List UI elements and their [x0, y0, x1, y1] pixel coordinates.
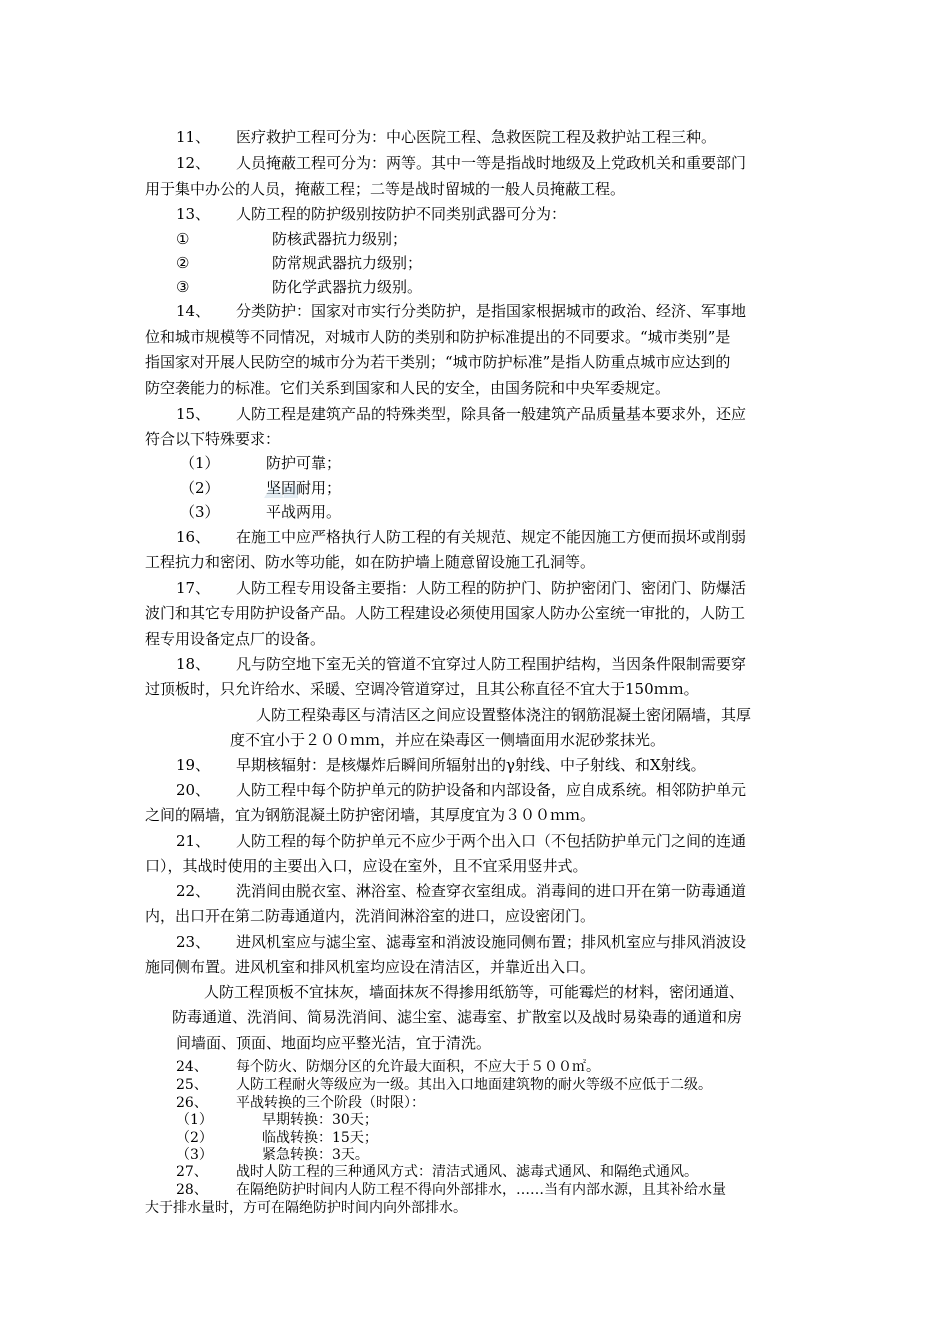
- sub-item-text: 坚固耐用；: [266, 479, 342, 497]
- item-number: 13、: [176, 205, 211, 223]
- item-19: [176, 755, 706, 775]
- item-number: 14、: [176, 302, 211, 320]
- item-23-continuation: 施同侧布置。进风机室和排风机室均应设在清洁区，并靠近出入口。: [145, 958, 596, 976]
- item-20: [176, 780, 746, 800]
- item-12: [176, 153, 746, 173]
- sub-item-2: [176, 253, 422, 273]
- sub-item-marker: （1）: [176, 1112, 213, 1128]
- item-17: [176, 578, 746, 598]
- item-text: 战时人防工程的三种通风方式：清洁式通风、滤毒式通风、和隔绝式通风。: [236, 1164, 698, 1180]
- item-number: 22、: [176, 882, 211, 900]
- sub-item-marker: （3）: [176, 1147, 213, 1163]
- item-text: 人员掩蔽工程可分为：两等。其中一等是指战时地级及上党政机关和重要部门: [236, 154, 747, 172]
- item-text: 早期核辐射：是核爆炸后瞬间所辐射出的γ射线、中子射线、和X射线。: [236, 756, 706, 774]
- item-23: [176, 932, 746, 952]
- item-text: 医疗救护工程可分为：中心医院工程、急救医院工程及救护站工程三种。: [236, 128, 717, 146]
- item-14-continuation-3: 防空袭能力的标准。它们关系到国家和人民的安全，由国务院和中央军委规定。: [145, 379, 671, 397]
- sub-item-1: [176, 1111, 378, 1129]
- item-number: 20、: [176, 781, 211, 799]
- item-number: 27、: [176, 1164, 208, 1180]
- sub-item-text: 防常规武器抗力级别；: [272, 254, 423, 272]
- item-text: 人防工程耐火等级应为一级。其出入口地面建筑物的耐火等级不应低于二级。: [236, 1077, 712, 1093]
- item-18: [176, 654, 746, 674]
- sub-item-text: 早期转换：30天；: [262, 1112, 378, 1128]
- item-text: 洗消间由脱衣室、淋浴室、检查穿衣室组成。消毒间的进口开在第一防毒通道: [236, 882, 747, 900]
- sub-item-text: 防化学武器抗力级别。: [272, 278, 423, 296]
- sub-item-text: 紧急转换：3天。: [262, 1147, 369, 1163]
- item-17-continuation-1: 波门和其它专用防护设备产品。人防工程建设必须使用国家人防办公室统一审批的，人防工: [145, 604, 746, 622]
- item-number: 18、: [176, 655, 211, 673]
- item-text: 在施工中应严格执行人防工程的有关规范、规定不能因施工方便而损坏或削弱: [236, 528, 747, 546]
- item-number: 19、: [176, 756, 211, 774]
- sub-item-marker: （2）: [176, 1130, 213, 1146]
- item-text: 人防工程专用设备主要指：人防工程的防护门、防护密闭门、密闭门、防爆活: [236, 579, 747, 597]
- paragraph-line: 度不宜小于２００ｍｍ，并应在染毒区一侧墙面用水泥砂浆抹光。: [230, 731, 666, 749]
- item-28: [176, 1181, 726, 1199]
- watermark-icon: [262, 478, 302, 502]
- item-18-continuation: 过顶板时，只允许给水、采暖、空调冷管道穿过，且其公称直径不宜大于150ｍｍ。: [145, 680, 699, 698]
- sub-item-text: 临战转换：15天；: [262, 1130, 378, 1146]
- item-16: [176, 527, 746, 547]
- item-text: 平战转换的三个阶段（时限）：: [236, 1095, 425, 1111]
- sub-item-3: [180, 502, 341, 522]
- paragraph-line: 防毒通道、洗消间、简易洗消间、滤尘室、滤毒室、扩散室以及战时易染毒的通道和房: [172, 1008, 743, 1026]
- item-21: [176, 831, 746, 851]
- item-13: [176, 204, 566, 224]
- item-21-continuation: 口），其战时使用的主要出入口，应设在室外，且不宜采用竖井式。: [145, 857, 588, 875]
- item-27: [176, 1163, 698, 1181]
- item-number: 12、: [176, 154, 211, 172]
- item-text: 进风机室应与滤尘室、滤毒室和消波设施同侧布置；排风机室应与排风消波设: [236, 933, 747, 951]
- item-number: 17、: [176, 579, 211, 597]
- paragraph-line: 间墙面、顶面、地面均应平整光洁，宜于清洗。: [176, 1034, 492, 1052]
- item-number: 21、: [176, 832, 211, 850]
- item-16-continuation: 工程抗力和密闭、防水等功能，如在防护墙上随意留设施工孔洞等。: [145, 553, 596, 571]
- item-22: [176, 881, 746, 901]
- sub-item-marker: （3）: [180, 503, 220, 521]
- item-11: [176, 127, 716, 147]
- sub-item-marker: ①: [176, 230, 190, 248]
- sub-item-text: 防护可靠；: [266, 454, 342, 472]
- item-text: 分类防护：国家对市实行分类防护，是指国家根据城市的政治、经济、军事地: [236, 302, 747, 320]
- item-text: 人防工程的每个防护单元不应少于两个出入口（不包括防护单元门之间的连通: [236, 832, 747, 850]
- item-24: [176, 1058, 600, 1076]
- sub-item-3: [176, 1146, 369, 1164]
- sub-item-text: 平战两用。: [266, 503, 342, 521]
- item-text: 人防工程的防护级别按防护不同类别武器可分为：: [236, 205, 567, 223]
- sub-item-1: [176, 229, 407, 249]
- item-14: [176, 301, 746, 321]
- paragraph-line: 人防工程染毒区与清洁区之间应设置整体浇注的钢筋混凝土密闭隔墙，其厚: [256, 706, 752, 724]
- item-number: 23、: [176, 933, 211, 951]
- item-number: 26、: [176, 1095, 208, 1111]
- sub-item-marker: ②: [176, 254, 190, 272]
- item-26: [176, 1094, 425, 1112]
- item-number: 15、: [176, 405, 211, 423]
- item-15: [176, 404, 746, 424]
- item-text: 每个防火、防烟分区的允许最大面积，不应大于５００㎡。: [236, 1059, 600, 1075]
- item-text: 在隔绝防护时间内人防工程不得向外部排水，……当有内部水源，且其补给水量: [236, 1182, 726, 1198]
- item-17-continuation-2: 程专用设备定点厂的设备。: [145, 630, 326, 648]
- item-25: [176, 1076, 712, 1094]
- sub-item-3: [176, 277, 422, 297]
- sub-item-1: [180, 453, 341, 473]
- sub-item-2: [176, 1129, 378, 1147]
- item-text: 人防工程中每个防护单元的防护设备和内部设备，应自成系统。相邻防护单元: [236, 781, 747, 799]
- item-22-continuation: 内，出口开在第二防毒通道内，洗消间淋浴室的进口，应设密闭门。: [145, 907, 596, 925]
- sub-item-2: [180, 478, 341, 498]
- item-text: 人防工程是建筑产品的特殊类型，除具备一般建筑产品质量基本要求外，还应: [236, 405, 747, 423]
- sub-item-marker: （2）: [180, 479, 220, 497]
- item-20-continuation: 之间的隔墙，宜为钢筋混凝土防护密闭墙，其厚度宜为３００ｍｍ。: [145, 806, 596, 824]
- sub-item-text: 防核武器抗力级别；: [272, 230, 408, 248]
- item-number: 28、: [176, 1182, 208, 1198]
- item-text: 凡与防空地下室无关的管道不宜穿过人防工程围护结构，当因条件限制需要穿: [236, 655, 747, 673]
- item-number: 11、: [176, 128, 211, 146]
- item-14-continuation-2: 指国家对开展人民防空的城市分为若干类别；“城市防护标准”是指人防重点城市应达到的: [145, 353, 731, 371]
- sub-item-marker: （1）: [180, 454, 220, 472]
- item-number: 25、: [176, 1077, 208, 1093]
- sub-item-marker: ③: [176, 278, 190, 296]
- item-28-continuation: 大于排水量时，方可在隔绝防护时间内向外部排水。: [145, 1200, 467, 1216]
- item-15-continuation: 符合以下特殊要求：: [145, 430, 281, 448]
- item-14-continuation-1: 位和城市规模等不同情况，对城市人防的类别和防护标准提出的不同要求。“城市类别”是: [145, 328, 731, 346]
- paragraph-line: 人防工程顶板不宜抹灰，墙面抹灰不得掺用纸筋等，可能霉烂的材料，密闭通道、: [204, 983, 745, 1001]
- item-number: 16、: [176, 528, 211, 546]
- item-12-continuation: 用于集中办公的人员，掩蔽工程；二等是战时留城的一般人员掩蔽工程。: [145, 180, 626, 198]
- item-number: 24、: [176, 1059, 208, 1075]
